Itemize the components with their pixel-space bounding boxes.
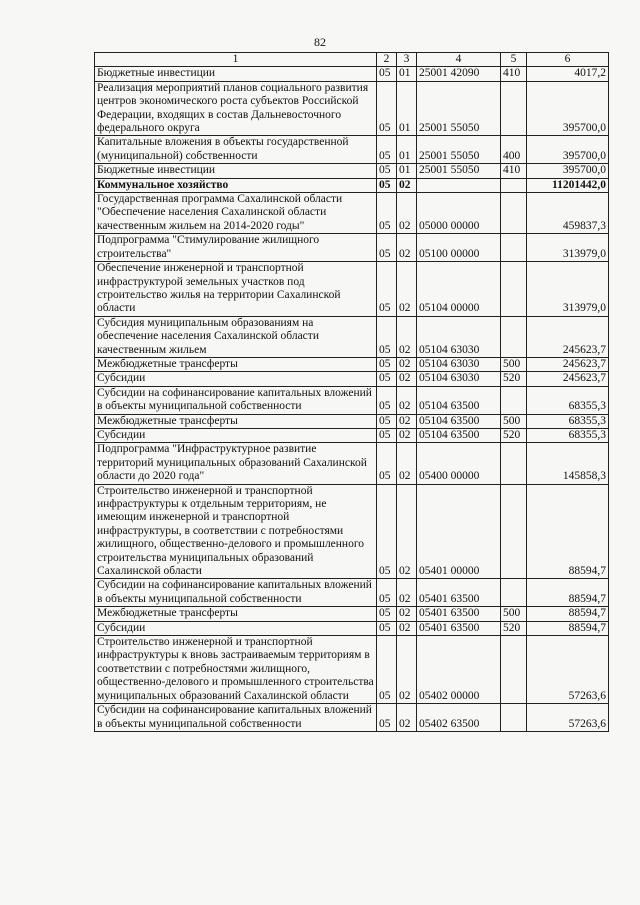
- table-row: [95, 193, 609, 234]
- target-article-code: 05100 00000: [417, 234, 501, 262]
- amount: 459837,3: [527, 193, 609, 234]
- amount: 88594,7: [527, 621, 609, 635]
- section-code: 05: [377, 484, 397, 579]
- subsection-code: 02: [397, 621, 417, 635]
- expense-type-code: [501, 704, 527, 732]
- row-name: Подпрограмма "Инфраструктурное развитие территорий муниципальных образований Сахалинской области до 2020 года": [95, 443, 377, 484]
- table-row: [95, 357, 609, 371]
- row-name: Субсидии на софинансирование капитальных вложений в объекты муниципальной собственности: [95, 704, 377, 732]
- section-code: 05: [377, 443, 397, 484]
- table-row: [95, 607, 609, 621]
- section-code: 05: [377, 136, 397, 164]
- subsection-code: 02: [397, 636, 417, 704]
- table-row: [95, 262, 609, 317]
- subsection-code: 02: [397, 579, 417, 607]
- row-name: Субсидия муниципальным образованиям на обеспечение населения Сахалинской области качественным жильем: [95, 316, 377, 357]
- row-name: Государственная программа Сахалинской области "Обеспечение населения Сахалинской области качественным жильем на 2014-2020 годы": [95, 193, 377, 234]
- row-name: Субсидии на софинансирование капитальных вложений в объекты муниципальной собственности: [95, 579, 377, 607]
- expense-type-code: [501, 234, 527, 262]
- expense-type-code: [501, 81, 527, 136]
- subsection-code: 02: [397, 386, 417, 414]
- expense-type-code: 520: [501, 428, 527, 442]
- amount: 313979,0: [527, 262, 609, 317]
- row-name: Подпрограмма "Стимулирование жилищного строительства": [95, 234, 377, 262]
- expense-type-code: [501, 386, 527, 414]
- section-code: 05: [377, 316, 397, 357]
- table-row: [95, 67, 609, 81]
- target-article-code: 25001 55050: [417, 81, 501, 136]
- page-number: 82: [314, 35, 326, 49]
- table-row: [95, 164, 609, 178]
- budget-table: [94, 52, 609, 732]
- row-name: Субсидии: [95, 621, 377, 635]
- section-code: 05: [377, 178, 397, 192]
- subsection-code: 01: [397, 136, 417, 164]
- subsection-code: 02: [397, 484, 417, 579]
- section-code: 05: [377, 428, 397, 442]
- target-article-code: 05401 63500: [417, 621, 501, 635]
- subsection-code: 01: [397, 164, 417, 178]
- row-name: Строительство инженерной и транспортной инфраструктуры к отдельным территориям, не имеющим инженерной и транспортной инфраструктуры, в соответствии с потребностями жилищного, общественно-делового и промышленного строительства муниципальных образований Сахалинской области: [95, 484, 377, 579]
- section-code: 05: [377, 607, 397, 621]
- amount: 395700,0: [527, 136, 609, 164]
- header-col-4: 4: [417, 53, 501, 67]
- amount: 4017,2: [527, 67, 609, 81]
- amount: 68355,3: [527, 386, 609, 414]
- amount: 145858,3: [527, 443, 609, 484]
- target-article-code: 25001 55050: [417, 164, 501, 178]
- section-code: 05: [377, 234, 397, 262]
- expense-type-code: [501, 316, 527, 357]
- target-article-code: 05104 63030: [417, 357, 501, 371]
- row-name: Коммунальное хозяйство: [95, 178, 377, 192]
- amount: 11201442,0: [527, 178, 609, 192]
- target-article-code: 05401 00000: [417, 484, 501, 579]
- table-body: [95, 67, 609, 732]
- amount: 395700,0: [527, 81, 609, 136]
- expense-type-code: [501, 443, 527, 484]
- subsection-code: 02: [397, 357, 417, 371]
- section-code: 05: [377, 193, 397, 234]
- table-row: [95, 234, 609, 262]
- row-name: Субсидии на софинансирование капитальных вложений в объекты муниципальной собственности: [95, 386, 377, 414]
- header-col-3: 3: [397, 53, 417, 67]
- amount: 245623,7: [527, 357, 609, 371]
- table-row: [95, 414, 609, 428]
- header-col-6: 6: [527, 53, 609, 67]
- row-name: Бюджетные инвестиции: [95, 164, 377, 178]
- section-code: 05: [377, 81, 397, 136]
- subsection-code: 02: [397, 414, 417, 428]
- amount: 88594,7: [527, 607, 609, 621]
- target-article-code: 25001 42090: [417, 67, 501, 81]
- amount: 395700,0: [527, 164, 609, 178]
- subsection-code: 02: [397, 607, 417, 621]
- expense-type-code: [501, 484, 527, 579]
- expense-type-code: [501, 262, 527, 317]
- amount: 88594,7: [527, 484, 609, 579]
- table-row: [95, 372, 609, 386]
- header-col-2: 2: [377, 53, 397, 67]
- subsection-code: 01: [397, 67, 417, 81]
- subsection-code: 02: [397, 193, 417, 234]
- target-article-code: 05104 63030: [417, 372, 501, 386]
- target-article-code: [417, 178, 501, 192]
- expense-type-code: [501, 636, 527, 704]
- row-name: Межбюджетные трансферты: [95, 357, 377, 371]
- table-row: [95, 621, 609, 635]
- row-name: Реализация мероприятий планов социального развития центров экономического роста субъектов Российской Федерации, входящих в состав Дальневосточного федерального округа: [95, 81, 377, 136]
- amount: 57263,6: [527, 636, 609, 704]
- expense-type-code: [501, 579, 527, 607]
- amount: 57263,6: [527, 704, 609, 732]
- section-code: 05: [377, 372, 397, 386]
- subsection-code: 02: [397, 234, 417, 262]
- subsection-code: 02: [397, 316, 417, 357]
- row-name: Бюджетные инвестиции: [95, 67, 377, 81]
- table-row: [95, 579, 609, 607]
- table-row: [95, 428, 609, 442]
- table-row: [95, 316, 609, 357]
- expense-type-code: 500: [501, 414, 527, 428]
- row-name: Межбюджетные трансферты: [95, 414, 377, 428]
- amount: 313979,0: [527, 234, 609, 262]
- subsection-code: 02: [397, 428, 417, 442]
- expense-type-code: 410: [501, 164, 527, 178]
- table-row: [95, 443, 609, 484]
- target-article-code: 05401 63500: [417, 607, 501, 621]
- target-article-code: 05104 63500: [417, 386, 501, 414]
- expense-type-code: [501, 193, 527, 234]
- section-code: 05: [377, 164, 397, 178]
- subsection-code: 02: [397, 178, 417, 192]
- target-article-code: 05104 63500: [417, 428, 501, 442]
- expense-type-code: 500: [501, 357, 527, 371]
- row-name: Строительство инженерной и транспортной инфраструктуры к вновь застраиваемым территориям в соответствии с потребностями жилищного, общественно-делового и промышленного строительства муниципальных образований Сахалинской области: [95, 636, 377, 704]
- header-col-5: 5: [501, 53, 527, 67]
- amount: 245623,7: [527, 316, 609, 357]
- target-article-code: 05402 63500: [417, 704, 501, 732]
- amount: 68355,3: [527, 428, 609, 442]
- header-col-1: 1: [95, 53, 377, 67]
- subsection-code: 02: [397, 372, 417, 386]
- amount: 68355,3: [527, 414, 609, 428]
- expense-type-code: 500: [501, 607, 527, 621]
- section-code: 05: [377, 386, 397, 414]
- section-code: 05: [377, 704, 397, 732]
- row-name: Обеспечение инженерной и транспортной инфраструктурой земельных участков под строительство жилья на территории Сахалинской области: [95, 262, 377, 317]
- section-code: 05: [377, 67, 397, 81]
- expense-type-code: [501, 178, 527, 192]
- target-article-code: 05104 63500: [417, 414, 501, 428]
- table-row: [95, 81, 609, 136]
- section-code: 05: [377, 621, 397, 635]
- row-name: Субсидии: [95, 428, 377, 442]
- target-article-code: 05104 63030: [417, 316, 501, 357]
- target-article-code: 05400 00000: [417, 443, 501, 484]
- amount: 88594,7: [527, 579, 609, 607]
- table-row: [95, 136, 609, 164]
- target-article-code: 05401 63500: [417, 579, 501, 607]
- expense-type-code: 410: [501, 67, 527, 81]
- table-row: [95, 636, 609, 704]
- section-code: 05: [377, 357, 397, 371]
- target-article-code: 05104 00000: [417, 262, 501, 317]
- table-row: [95, 484, 609, 579]
- row-name: Межбюджетные трансферты: [95, 607, 377, 621]
- subsection-code: 02: [397, 704, 417, 732]
- row-name: Капитальные вложения в объекты государственной (муниципальной) собственности: [95, 136, 377, 164]
- section-code: 05: [377, 414, 397, 428]
- target-article-code: 05402 00000: [417, 636, 501, 704]
- expense-type-code: 520: [501, 372, 527, 386]
- row-name: Субсидии: [95, 372, 377, 386]
- section-code: 05: [377, 636, 397, 704]
- subsection-code: 02: [397, 262, 417, 317]
- target-article-code: 05000 00000: [417, 193, 501, 234]
- amount: 245623,7: [527, 372, 609, 386]
- section-code: 05: [377, 579, 397, 607]
- table-row: [95, 386, 609, 414]
- subsection-code: 01: [397, 81, 417, 136]
- section-code: 05: [377, 262, 397, 317]
- table-row: [95, 704, 609, 732]
- target-article-code: 25001 55050: [417, 136, 501, 164]
- table-row: [95, 178, 609, 192]
- expense-type-code: 520: [501, 621, 527, 635]
- expense-type-code: 400: [501, 136, 527, 164]
- header-row: [95, 53, 609, 67]
- subsection-code: 02: [397, 443, 417, 484]
